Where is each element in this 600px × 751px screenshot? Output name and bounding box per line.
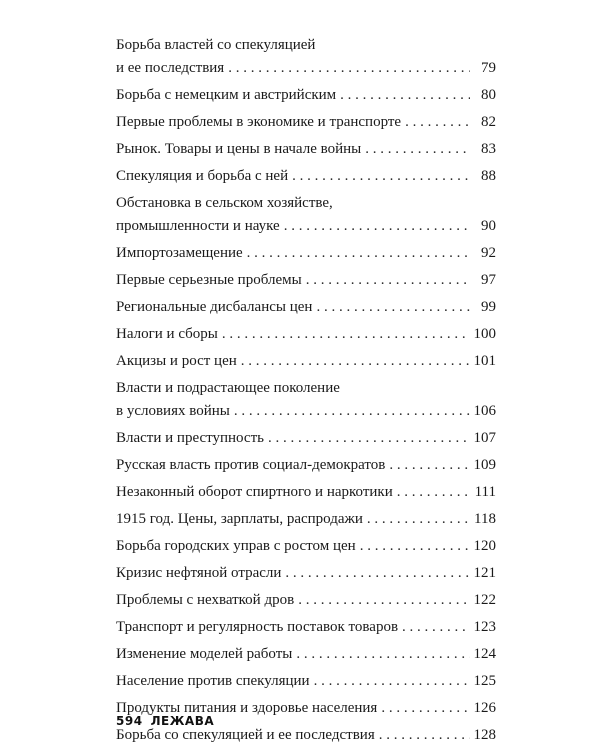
toc-entry[interactable] [116,589,496,612]
dot-leader [241,350,470,373]
toc-entry[interactable] [116,323,496,346]
toc-entry[interactable] [116,427,496,450]
toc-entry-page-number: 100 [473,326,496,342]
toc-entry-title-line: промышленности и науке [116,218,280,234]
toc-entry-line [116,323,496,346]
toc-entry-line [116,454,496,477]
toc-entry[interactable] [116,192,496,238]
toc-entry[interactable] [116,138,496,161]
toc-entry-title-line: и ее последствия [116,60,225,76]
dot-leader [306,269,470,292]
table-of-contents [116,34,496,751]
toc-entry[interactable] [116,508,496,531]
dot-leader [247,242,470,265]
dot-leader [340,84,470,107]
toc-entry[interactable] [116,377,496,423]
dot-leader [367,508,470,531]
toc-entry-line [116,350,496,373]
dot-leader [314,670,470,693]
toc-entry[interactable] [116,616,496,639]
toc-entry-page-number: 122 [473,592,496,608]
toc-entry-page-number: 125 [473,673,496,689]
toc-entry[interactable] [116,111,496,134]
toc-entry-page-number: 83 [481,141,496,157]
toc-entry[interactable] [116,562,496,585]
dot-leader [228,57,470,80]
dot-leader [298,589,469,612]
toc-entry-page-number: 88 [481,168,496,184]
page-footer [116,714,214,728]
toc-entry-title-line: Незаконный оборот спиртного и наркотики [116,484,393,500]
toc-entry-line [116,562,496,585]
toc-entry-line [116,296,496,319]
toc-entry-title-line: Импортозамещение [116,245,243,261]
toc-entry-line [116,643,496,666]
toc-entry[interactable] [116,165,496,188]
toc-entry-line [116,616,496,639]
dot-leader [379,724,470,747]
toc-entry-title-line: Региональные дисбалансы цен [116,299,313,315]
toc-entry-title-line: Рынок. Товары и цены в начале войны [116,141,362,157]
toc-entry-page-number: 82 [481,114,496,130]
dot-leader [397,481,470,504]
dot-leader [284,215,470,238]
toc-entry-line [116,535,496,558]
toc-entry-page-number: 124 [473,646,496,662]
toc-entry[interactable] [116,269,496,292]
toc-entry-line [116,242,496,265]
dot-leader [285,562,469,585]
toc-entry-title-line: Обстановка в сельском хозяйстве, [116,195,333,211]
toc-entry-title-line: Транспорт и регулярность поставок товаров [116,619,399,635]
dot-leader [381,697,469,720]
toc-entry-title-line: Спекуляция и борьба с ней [116,168,289,184]
toc-entry-title-line: Борьба городских управ с ростом цен [116,538,356,554]
toc-entry-page-number: 121 [473,565,496,581]
toc-entry-page-number: 107 [473,430,496,446]
toc-entry-line [116,589,496,612]
toc-entry-page-number: 101 [473,353,496,369]
toc-entry-page-number: 118 [474,511,496,527]
dot-leader [365,138,470,161]
toc-entry-title-line: Продукты питания и здоровье населения [116,700,378,716]
toc-entry-line [116,84,496,107]
toc-entry-line [116,111,496,134]
toc-entry-line [116,215,496,238]
toc-entry-line [116,400,496,423]
toc-entry-title-line: Налоги и сборы [116,326,218,342]
dot-leader [360,535,470,558]
toc-entry-line [116,508,496,531]
toc-entry-page-number: 79 [481,60,496,76]
dot-leader [402,616,469,639]
dot-leader [316,296,470,319]
dot-leader [296,643,469,666]
toc-entry-line [116,165,496,188]
toc-entry[interactable] [116,481,496,504]
toc-entry-page-number: 120 [473,538,496,554]
toc-entry-title-line: Борьба властей со спекуляцией [116,37,316,53]
toc-entry-line [116,427,496,450]
dot-leader [292,165,470,188]
toc-entry-page-number: 80 [481,87,496,103]
dot-leader [222,323,470,346]
toc-entry-page-number: 128 [473,727,496,743]
toc-entry-title-line: Русская власть против социал-демократов [116,457,386,473]
toc-entry[interactable] [116,242,496,265]
toc-entry-title-line: Первые серьезные проблемы [116,272,302,288]
toc-entry-title-line: Первые проблемы в экономике и транспорте [116,114,402,130]
toc-entry-title-line: Власти и подрастающее поколение [116,380,340,396]
toc-entry-page-number: 106 [473,403,496,419]
toc-entry-title-line: Акцизы и рост цен [116,353,237,369]
toc-entry-title-line: Кризис нефтяной отрасли [116,565,282,581]
toc-entry[interactable] [116,454,496,477]
toc-entry-title-line: Власти и преступность [116,430,264,446]
toc-entry-page-number: 92 [481,245,496,261]
toc-entry-page-number: 97 [481,272,496,288]
toc-entry[interactable] [116,350,496,373]
toc-entry-title-line: Борьба со спекуляцией и ее последствия [116,727,375,743]
toc-entry-title-line: Население против спекуляции [116,673,310,689]
toc-entry-page-number: 109 [473,457,496,473]
toc-entry[interactable] [116,670,496,693]
toc-entry-page-number: 99 [481,299,496,315]
toc-entry[interactable] [116,296,496,319]
dot-leader [405,111,470,134]
toc-entry-page-number: 123 [473,619,496,635]
toc-entry-page-number: 90 [481,218,496,234]
author-name: ЛЕЖАВА [150,714,215,728]
toc-entry[interactable] [116,643,496,666]
toc-entry-title-line: Проблемы с нехваткой дров [116,592,295,608]
toc-entry-line [116,670,496,693]
dot-leader [389,454,469,477]
dot-leader [268,427,470,450]
toc-entry-line [116,481,496,504]
toc-entry-title-line: в условиях войны [116,403,230,419]
dot-leader [234,400,470,423]
toc-entry-title-line: Борьба с немецким и австрийским [116,87,337,103]
toc-entry-page-number: 111 [474,484,496,500]
toc-entry-line [116,269,496,292]
toc-entry[interactable] [116,535,496,558]
toc-entry-title-line: Изменение моделей работы [116,646,293,662]
toc-entry-title-line: 1915 год. Цены, зарплаты, распродажи [116,511,363,527]
toc-entry-line [116,138,496,161]
toc-entry-line [116,57,496,80]
page-number: 594 [116,714,143,728]
toc-entry[interactable] [116,34,496,80]
toc-entry[interactable] [116,84,496,107]
toc-entry-page-number: 126 [473,700,496,716]
